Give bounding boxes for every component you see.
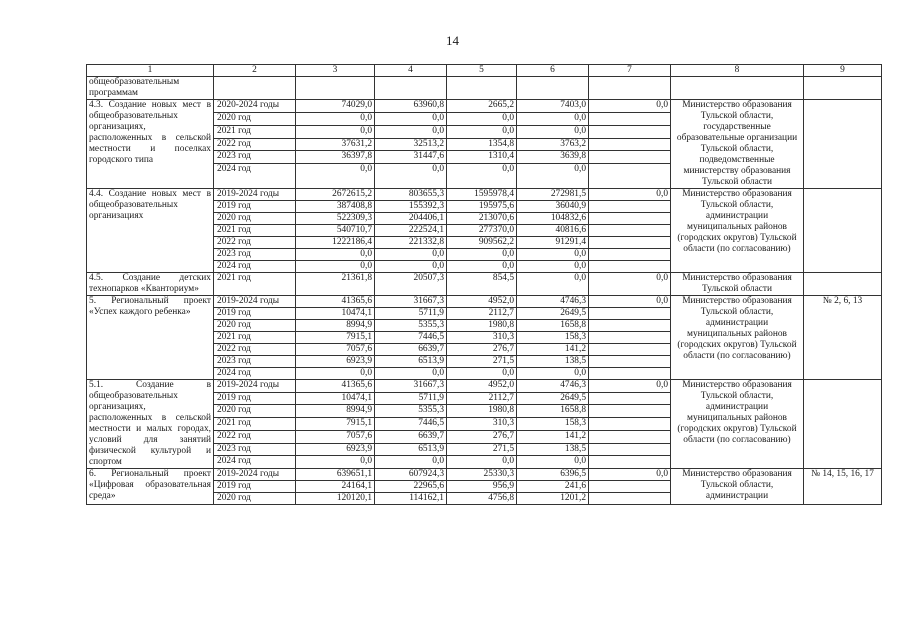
- year-cell: 2022 год: [214, 237, 296, 249]
- total-cell: 7915,1: [296, 418, 375, 431]
- total-cell: 0,0: [296, 368, 375, 380]
- regional-cell: 271,5: [447, 443, 517, 456]
- year-cell: 2019 год: [214, 201, 296, 213]
- local-cell: 7403,0: [517, 100, 589, 113]
- column-number-9: 9: [804, 65, 882, 77]
- local-cell: 0,0: [517, 249, 589, 261]
- year-cell: 2019-2024 годы: [214, 189, 296, 201]
- regional-cell: 1310,4: [447, 151, 517, 164]
- extra-budget-cell: [589, 481, 671, 493]
- local-cell: 4746,3: [517, 296, 589, 308]
- federal-cell: 5355,3: [375, 405, 447, 418]
- total-cell: 522309,3: [296, 213, 375, 225]
- executor-cell: Министерство образования Тульской области, администрации муниципальных районов (городских округов) Тульской области (по согласованию): [671, 296, 804, 380]
- year-cell: 2020 год: [214, 213, 296, 225]
- local-cell: 6396,5: [517, 469, 589, 481]
- regional-cell: 0,0: [447, 112, 517, 125]
- federal-cell: 607924,3: [375, 469, 447, 481]
- total-cell: 74029,0: [296, 100, 375, 113]
- regional-cell: 2112,7: [447, 392, 517, 405]
- local-cell: 1658,8: [517, 405, 589, 418]
- extra-budget-cell: [589, 368, 671, 380]
- total-cell: 6923,9: [296, 356, 375, 368]
- federal-cell: 5355,3: [375, 320, 447, 332]
- regional-cell: 213070,6: [447, 213, 517, 225]
- empty-cell: [671, 77, 804, 100]
- executor-cell: Министерство образования Тульской области, администрации муниципальных районов (городских округов) Тульской области (по согласованию): [671, 380, 804, 469]
- local-cell: 36040,9: [517, 201, 589, 213]
- year-cell: 2023 год: [214, 356, 296, 368]
- extra-budget-cell: [589, 456, 671, 469]
- local-cell: 40816,6: [517, 225, 589, 237]
- federal-cell: 7446,5: [375, 418, 447, 431]
- federal-cell: 31447,6: [375, 151, 447, 164]
- regional-cell: 276,7: [447, 430, 517, 443]
- local-cell: 0,0: [517, 125, 589, 138]
- federal-cell: 22965,6: [375, 481, 447, 493]
- year-cell: 2020-2024 годы: [214, 100, 296, 113]
- table-row: [87, 296, 882, 308]
- empty-cell: [447, 77, 517, 100]
- extra-budget-cell: [589, 430, 671, 443]
- empty-cell: [214, 77, 296, 100]
- section-name: 4.4. Создание новых мест в общеобразовательных организациях: [87, 189, 214, 273]
- extra-budget-cell: [589, 493, 671, 505]
- year-cell: 2022 год: [214, 344, 296, 356]
- total-cell: 10474,1: [296, 392, 375, 405]
- regional-cell: 0,0: [447, 164, 517, 189]
- year-cell: 2019 год: [214, 481, 296, 493]
- table-row: [87, 380, 882, 393]
- federal-cell: 221332,8: [375, 237, 447, 249]
- extra-budget-cell: [589, 125, 671, 138]
- local-cell: 272981,5: [517, 189, 589, 201]
- local-cell: 3763,2: [517, 138, 589, 151]
- local-cell: 141,2: [517, 344, 589, 356]
- federal-cell: 155392,3: [375, 201, 447, 213]
- section-name: 4.5. Создание детских технопарков «Кванториум»: [87, 273, 214, 296]
- table-row: [87, 100, 882, 113]
- local-cell: 158,3: [517, 418, 589, 431]
- year-cell: 2019-2024 годы: [214, 380, 296, 393]
- federal-cell: 0,0: [375, 164, 447, 189]
- extra-budget-cell: 0,0: [589, 380, 671, 393]
- total-cell: 7057,6: [296, 430, 375, 443]
- extra-budget-cell: [589, 138, 671, 151]
- regional-cell: 4952,0: [447, 380, 517, 393]
- budget-table: [86, 64, 882, 505]
- column-number-6: 6: [517, 65, 589, 77]
- extra-budget-cell: [589, 320, 671, 332]
- regional-cell: 310,3: [447, 332, 517, 344]
- total-cell: 7915,1: [296, 332, 375, 344]
- federal-cell: 6513,9: [375, 443, 447, 456]
- indicators-cell: № 14, 15, 16, 17: [804, 469, 882, 505]
- year-cell: 2019-2024 годы: [214, 296, 296, 308]
- extra-budget-cell: [589, 112, 671, 125]
- regional-cell: 310,3: [447, 418, 517, 431]
- year-cell: 2019 год: [214, 392, 296, 405]
- federal-cell: 0,0: [375, 261, 447, 273]
- total-cell: 540710,7: [296, 225, 375, 237]
- regional-cell: 2665,2: [447, 100, 517, 113]
- extra-budget-cell: 0,0: [589, 273, 671, 296]
- federal-cell: 6639,7: [375, 344, 447, 356]
- column-number-7: 7: [589, 65, 671, 77]
- extra-budget-cell: [589, 249, 671, 261]
- total-cell: 21361,8: [296, 273, 375, 296]
- column-number-1: 1: [87, 65, 214, 77]
- extra-budget-cell: [589, 151, 671, 164]
- extra-budget-cell: 0,0: [589, 100, 671, 113]
- indicators-cell: [804, 100, 882, 189]
- extra-budget-cell: 0,0: [589, 296, 671, 308]
- table-row: [87, 189, 882, 201]
- regional-cell: 4756,8: [447, 493, 517, 505]
- extra-budget-cell: [589, 308, 671, 320]
- federal-cell: 7446,5: [375, 332, 447, 344]
- local-cell: 3639,8: [517, 151, 589, 164]
- extra-budget-cell: 0,0: [589, 469, 671, 481]
- federal-cell: 31667,3: [375, 296, 447, 308]
- year-cell: 2022 год: [214, 430, 296, 443]
- local-cell: 138,5: [517, 356, 589, 368]
- local-cell: 0,0: [517, 164, 589, 189]
- total-cell: 0,0: [296, 112, 375, 125]
- extra-budget-cell: [589, 405, 671, 418]
- local-cell: 241,6: [517, 481, 589, 493]
- year-cell: 2021 год: [214, 125, 296, 138]
- executor-cell: Министерство образования Тульской области, государственные образовательные организации Тульской области, подведомственные министерству образования Тульской области: [671, 100, 804, 189]
- regional-cell: 1354,8: [447, 138, 517, 151]
- federal-cell: 63960,8: [375, 100, 447, 113]
- total-cell: 7057,6: [296, 344, 375, 356]
- extra-budget-cell: 0,0: [589, 189, 671, 201]
- year-cell: 2021 год: [214, 418, 296, 431]
- empty-cell: [517, 77, 589, 100]
- year-cell: 2020 год: [214, 320, 296, 332]
- year-cell: 2024 год: [214, 164, 296, 189]
- total-cell: 8994,9: [296, 405, 375, 418]
- total-cell: 0,0: [296, 249, 375, 261]
- regional-cell: 276,7: [447, 344, 517, 356]
- federal-cell: 0,0: [375, 125, 447, 138]
- federal-cell: 6513,9: [375, 356, 447, 368]
- total-cell: 120120,1: [296, 493, 375, 505]
- column-number-8: 8: [671, 65, 804, 77]
- table-row: [87, 469, 882, 481]
- regional-cell: 4952,0: [447, 296, 517, 308]
- extra-budget-cell: [589, 237, 671, 249]
- section-name: 5. Региональный проект «Успех каждого ребенка»: [87, 296, 214, 380]
- indicators-cell: [804, 189, 882, 273]
- total-cell: 8994,9: [296, 320, 375, 332]
- local-cell: 2649,5: [517, 308, 589, 320]
- column-number-5: 5: [447, 65, 517, 77]
- total-cell: 24164,1: [296, 481, 375, 493]
- column-number-4: 4: [375, 65, 447, 77]
- extra-budget-cell: [589, 225, 671, 237]
- extra-budget-cell: [589, 164, 671, 189]
- year-cell: 2024 год: [214, 368, 296, 380]
- total-cell: 0,0: [296, 261, 375, 273]
- federal-cell: 0,0: [375, 456, 447, 469]
- local-cell: 1201,2: [517, 493, 589, 505]
- federal-cell: 31667,3: [375, 380, 447, 393]
- federal-cell: 204406,1: [375, 213, 447, 225]
- empty-cell: [589, 77, 671, 100]
- table-row: [87, 273, 882, 296]
- section-name: 6. Региональный проект «Цифровая образовательная среда»: [87, 469, 214, 505]
- regional-cell: 1595978,4: [447, 189, 517, 201]
- total-cell: 0,0: [296, 456, 375, 469]
- total-cell: 387408,8: [296, 201, 375, 213]
- regional-cell: 909562,2: [447, 237, 517, 249]
- extra-budget-cell: [589, 261, 671, 273]
- total-cell: 10474,1: [296, 308, 375, 320]
- year-cell: 2024 год: [214, 261, 296, 273]
- empty-cell: [375, 77, 447, 100]
- year-cell: 2023 год: [214, 443, 296, 456]
- extra-budget-cell: [589, 332, 671, 344]
- local-cell: 141,2: [517, 430, 589, 443]
- federal-cell: 0,0: [375, 249, 447, 261]
- extra-budget-cell: [589, 201, 671, 213]
- year-cell: 2020 год: [214, 493, 296, 505]
- total-cell: 2672615,2: [296, 189, 375, 201]
- federal-cell: 222524,1: [375, 225, 447, 237]
- regional-cell: 0,0: [447, 249, 517, 261]
- regional-cell: 277370,0: [447, 225, 517, 237]
- year-cell: 2019-2024 годы: [214, 469, 296, 481]
- regional-cell: 195975,6: [447, 201, 517, 213]
- federal-cell: 6639,7: [375, 430, 447, 443]
- regional-cell: 0,0: [447, 368, 517, 380]
- year-cell: 2020 год: [214, 112, 296, 125]
- section-name: 4.3. Создание новых мест в общеобразовательных организациях, расположенных в сельской местности и поселках городского типа: [87, 100, 214, 189]
- extra-budget-cell: [589, 344, 671, 356]
- column-number-row: [87, 65, 882, 77]
- year-cell: 2020 год: [214, 405, 296, 418]
- year-cell: 2023 год: [214, 151, 296, 164]
- empty-cell: [804, 77, 882, 100]
- local-cell: 2649,5: [517, 392, 589, 405]
- total-cell: 0,0: [296, 125, 375, 138]
- federal-cell: 803655,3: [375, 189, 447, 201]
- extra-budget-cell: [589, 418, 671, 431]
- total-cell: 41365,6: [296, 380, 375, 393]
- year-cell: 2024 год: [214, 456, 296, 469]
- local-cell: 104832,6: [517, 213, 589, 225]
- local-cell: 0,0: [517, 368, 589, 380]
- local-cell: 0,0: [517, 261, 589, 273]
- federal-cell: 32513,2: [375, 138, 447, 151]
- section-name: 5.1. Создание в общеобразовательных организациях, расположенных в сельской местности и малых городах, условий для занятий физической культурой и спортом: [87, 380, 214, 469]
- column-number-3: 3: [296, 65, 375, 77]
- federal-cell: 5711,9: [375, 392, 447, 405]
- indicators-cell: № 2, 6, 13: [804, 296, 882, 380]
- regional-cell: 854,5: [447, 273, 517, 296]
- regional-cell: 25330,3: [447, 469, 517, 481]
- continuation-row: [87, 77, 882, 100]
- total-cell: 41365,6: [296, 296, 375, 308]
- total-cell: 639651,1: [296, 469, 375, 481]
- extra-budget-cell: [589, 443, 671, 456]
- local-cell: 138,5: [517, 443, 589, 456]
- total-cell: 36397,8: [296, 151, 375, 164]
- total-cell: 6923,9: [296, 443, 375, 456]
- local-cell: 4746,3: [517, 380, 589, 393]
- regional-cell: 2112,7: [447, 308, 517, 320]
- year-cell: 2022 год: [214, 138, 296, 151]
- extra-budget-cell: [589, 213, 671, 225]
- local-cell: 158,3: [517, 332, 589, 344]
- federal-cell: 0,0: [375, 368, 447, 380]
- local-cell: 91291,4: [517, 237, 589, 249]
- total-cell: 1222186,4: [296, 237, 375, 249]
- federal-cell: 0,0: [375, 112, 447, 125]
- extra-budget-cell: [589, 356, 671, 368]
- year-cell: 2021 год: [214, 332, 296, 344]
- empty-cell: [296, 77, 375, 100]
- federal-cell: 5711,9: [375, 308, 447, 320]
- local-cell: 0,0: [517, 112, 589, 125]
- indicators-cell: [804, 273, 882, 296]
- regional-cell: 271,5: [447, 356, 517, 368]
- total-cell: 0,0: [296, 164, 375, 189]
- regional-cell: 0,0: [447, 125, 517, 138]
- extra-budget-cell: [589, 392, 671, 405]
- column-number-2: 2: [214, 65, 296, 77]
- executor-cell: Министерство образования Тульской области: [671, 273, 804, 296]
- year-cell: 2019 год: [214, 308, 296, 320]
- regional-cell: 1980,8: [447, 405, 517, 418]
- local-cell: 0,0: [517, 273, 589, 296]
- local-cell: 1658,8: [517, 320, 589, 332]
- local-cell: 0,0: [517, 456, 589, 469]
- regional-cell: 1980,8: [447, 320, 517, 332]
- year-cell: 2021 год: [214, 225, 296, 237]
- executor-cell: Министерство образования Тульской области, администрации муниципальных районов (городских округов) Тульской области (по согласованию): [671, 189, 804, 273]
- federal-cell: 114162,1: [375, 493, 447, 505]
- indicators-cell: [804, 380, 882, 469]
- year-cell: 2021 год: [214, 273, 296, 296]
- executor-cell: Министерство образования Тульской области, администрации: [671, 469, 804, 505]
- year-cell: 2023 год: [214, 249, 296, 261]
- regional-cell: 956,9: [447, 481, 517, 493]
- regional-cell: 0,0: [447, 261, 517, 273]
- page-number: 14: [446, 33, 459, 48]
- total-cell: 37631,2: [296, 138, 375, 151]
- regional-cell: 0,0: [447, 456, 517, 469]
- federal-cell: 20507,3: [375, 273, 447, 296]
- continuation-name: общеобразовательным программам: [87, 77, 214, 100]
